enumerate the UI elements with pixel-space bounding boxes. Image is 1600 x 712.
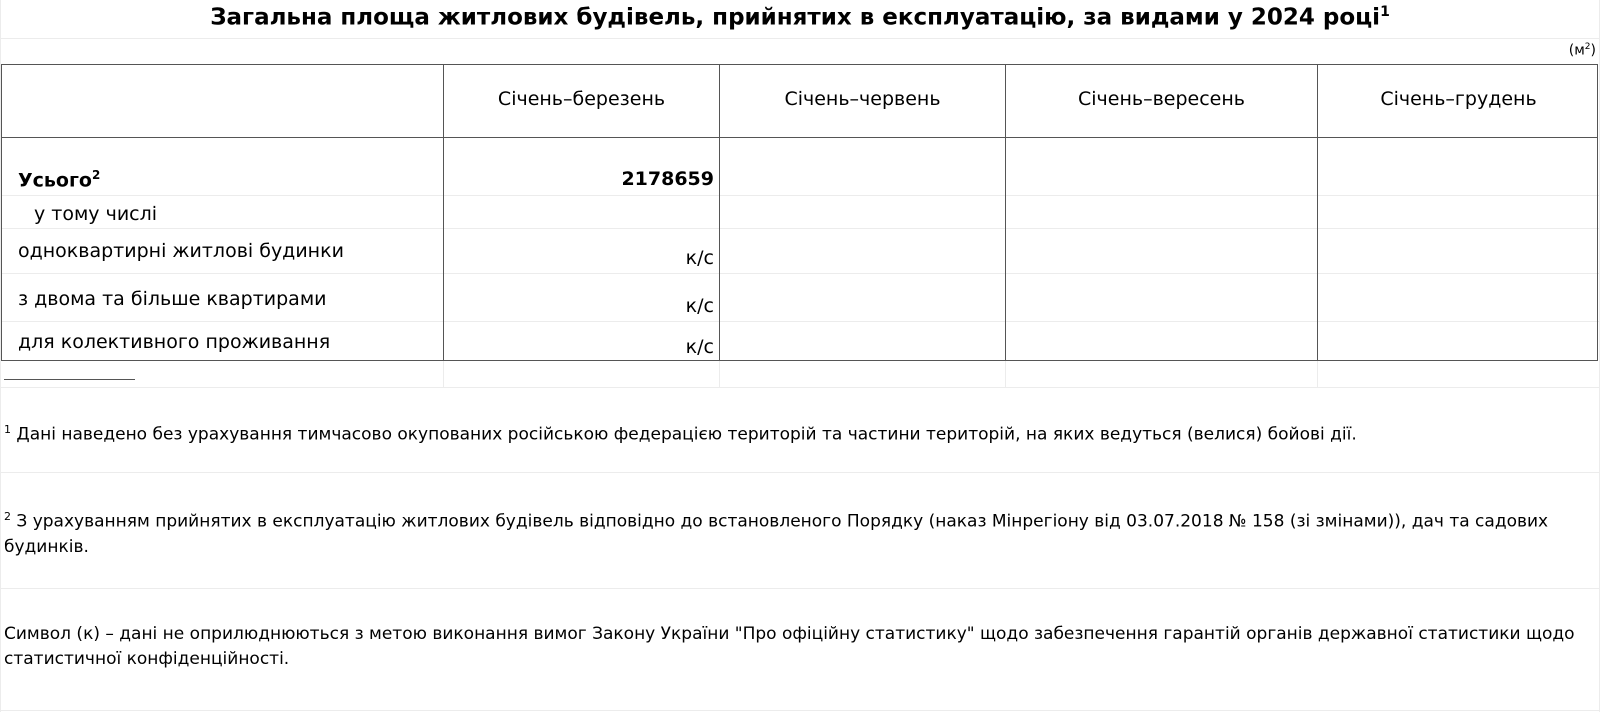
row-label-collective: для колективного проживання — [18, 331, 331, 353]
footnote-1: $^1$ Дані наведено без урахування тимчасово окупованих російською федерацією територій та частини територій, на яких ведуться (велися) бойові дії. — [4, 423, 1357, 445]
column-header: Січень–грудень — [1380, 88, 1537, 110]
row-label-single-apartment: одноквартирні житлові будинки — [18, 240, 344, 262]
column-header: Січень–вересень — [1078, 88, 1245, 110]
gridline — [0, 38, 1600, 39]
gridline — [0, 710, 1600, 711]
row-label-including: у тому числі — [34, 203, 158, 225]
header-divider — [1, 137, 1598, 138]
footnote-symbol: Символ (к) – дані не оприлюднюються з метою виконання вимог Закону України "Про офіційну статистику" щодо забезпечення гарантій органів державної статистики щодо статистичної конфіденційності. — [4, 624, 1575, 669]
gridline — [0, 588, 1600, 589]
page-title: Загальна площа житлових будівель, прийнятих в експлуатацію, за видами у 2024 році$^1$ — [210, 4, 1390, 31]
gridline — [443, 361, 444, 387]
column-header: Січень–червень — [784, 88, 941, 110]
unit-label: $(м^2)$ — [1568, 42, 1596, 59]
table-cell-value: к/с — [685, 336, 714, 358]
footnote-2: $^2$ З урахуванням прийнятих в експлуатацію житлових будівель відповідно до встановленого Порядку (наказ Мінрегіону від 03.07.2018 № 158 (зі змінами)), дач та садових будинків. — [4, 510, 1549, 557]
gridline — [1317, 361, 1318, 387]
gridline — [719, 361, 720, 387]
table-cell-value: 2178659 — [621, 168, 714, 190]
table-cell-value: к/с — [685, 247, 714, 269]
gridline — [0, 387, 1600, 388]
gridline — [1005, 361, 1006, 387]
footnote-separator — [4, 379, 135, 380]
gridline — [0, 472, 1600, 473]
row-label-total: Усього$^2$ — [18, 168, 101, 192]
row-label-multi-apartment: з двома та більше квартирами — [18, 288, 327, 310]
table-cell-value: к/с — [685, 295, 714, 317]
column-header: Січень–березень — [497, 88, 666, 110]
